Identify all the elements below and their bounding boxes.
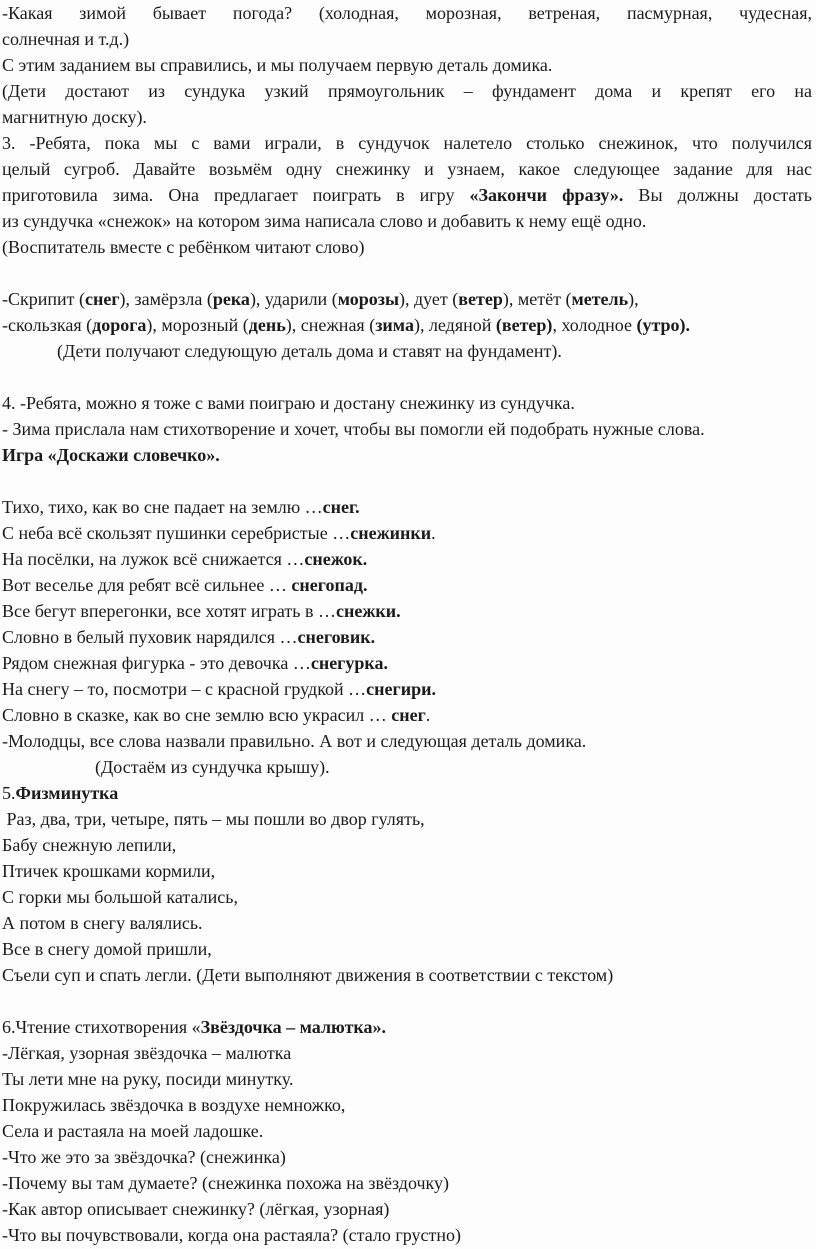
blank-line bbox=[2, 468, 812, 494]
text-line bbox=[2, 858, 812, 884]
text-run: -Скрипит ( bbox=[2, 289, 86, 309]
text-line bbox=[2, 702, 812, 728]
text-line bbox=[2, 494, 812, 520]
text-run: -Почему вы там думаете? (снежинка похожа на звёздочку) bbox=[2, 1173, 450, 1193]
text-line bbox=[2, 234, 812, 260]
text-line bbox=[2, 104, 812, 130]
text-run: -Что вы почувствовали, когда она растаяла? (стало грустно) bbox=[2, 1225, 461, 1245]
text-run: Раз, два, три, четыре, пять – мы пошли во двор гулять, bbox=[2, 809, 425, 829]
bold-text-run: зима bbox=[375, 315, 414, 335]
text-run: ), снежная ( bbox=[285, 315, 376, 335]
text-line bbox=[2, 182, 812, 208]
text-run: Птичек крошками кормили, bbox=[2, 861, 216, 881]
bold-text-run: снежки. bbox=[335, 601, 401, 621]
bold-text-run: Звёздочка – малютка». bbox=[200, 1017, 387, 1037]
text-run: ), bbox=[628, 289, 639, 309]
text-run: солнечная и т.д.) bbox=[2, 29, 130, 49]
text-line bbox=[2, 1118, 812, 1144]
text-run: целый сугроб. Давайте возьмём одну снежинку и узнаем, какое следующее задание для нас bbox=[2, 159, 812, 179]
text-line bbox=[2, 520, 812, 546]
text-run: На снегу – то, посмотри – с красной грудкой … bbox=[2, 679, 367, 699]
text-line bbox=[2, 832, 812, 858]
text-line bbox=[2, 338, 812, 364]
text-run: -скользкая ( bbox=[2, 315, 93, 335]
bold-text-run: снегопад. bbox=[291, 575, 368, 595]
text-run: С этим заданием вы справились, и мы получаем первую деталь домика. bbox=[2, 55, 553, 75]
blank-line bbox=[2, 364, 812, 390]
text-run: С неба всё скользят пушинки серебристые … bbox=[2, 523, 351, 543]
text-run: А потом в снегу валялись. bbox=[2, 913, 203, 933]
text-line bbox=[2, 1066, 812, 1092]
text-line bbox=[2, 806, 812, 832]
text-line bbox=[2, 910, 812, 936]
text-run: -Что же это за звёздочка? (снежинка) bbox=[2, 1147, 286, 1167]
bold-text-run: снежинки bbox=[350, 523, 432, 543]
text-run: 4. -Ребята, можно я тоже с вами поиграю и достану снежинку из сундучка. bbox=[2, 393, 575, 413]
text-line bbox=[2, 650, 812, 676]
text-line bbox=[2, 1144, 812, 1170]
text-run: С горки мы большой катались, bbox=[2, 887, 238, 907]
text-line bbox=[2, 286, 812, 312]
text-run: Словно в белый пуховик нарядился … bbox=[2, 627, 298, 647]
text-run: Ты лети мне на руку, посиди минутку. bbox=[2, 1069, 294, 1089]
text-line bbox=[2, 442, 812, 468]
text-line bbox=[2, 78, 812, 104]
text-line bbox=[2, 208, 812, 234]
bold-text-run: Игра «Доскажи словечко». bbox=[2, 445, 220, 465]
text-line bbox=[2, 546, 812, 572]
bold-text-run: (утро). bbox=[636, 315, 691, 335]
text-line bbox=[2, 416, 812, 442]
blank-line bbox=[2, 988, 812, 1014]
text-run: . bbox=[425, 705, 431, 725]
text-run: , холодное bbox=[552, 315, 637, 335]
text-line bbox=[2, 156, 812, 182]
text-line bbox=[2, 936, 812, 962]
text-run: Все в снегу домой пришли, bbox=[2, 939, 212, 959]
text-run: ), ударили ( bbox=[249, 289, 338, 309]
text-line bbox=[2, 962, 812, 988]
text-run: (Дети достают из сундука узкий прямоугольник – фундамент дома и крепят его на bbox=[2, 81, 812, 101]
text-line bbox=[2, 1092, 812, 1118]
text-run: Словно в сказке, как во сне землю всю украсил … bbox=[2, 705, 392, 725]
text-line bbox=[2, 676, 812, 702]
text-line bbox=[2, 1170, 812, 1196]
bold-text-run: снег bbox=[85, 289, 120, 309]
text-run: ), метёт ( bbox=[502, 289, 572, 309]
text-run: Все бегут вперегонки, все хотят играть в … bbox=[2, 601, 336, 621]
text-line bbox=[2, 624, 812, 650]
text-line bbox=[2, 0, 812, 26]
text-line bbox=[2, 728, 812, 754]
bold-text-run: река bbox=[212, 289, 250, 309]
text-run: магнитную доску). bbox=[2, 107, 147, 127]
bold-text-run: снежок. bbox=[304, 549, 368, 569]
blank-line bbox=[2, 260, 812, 286]
bold-text-run: «Закончи фразу». bbox=[469, 185, 624, 205]
text-line bbox=[2, 754, 812, 780]
text-run: ), замёрзла ( bbox=[119, 289, 213, 309]
text-run: 5. bbox=[2, 783, 16, 803]
text-run: -Лёгкая, узорная звёздочка – малютка bbox=[2, 1043, 292, 1063]
text-run: ), ледяной bbox=[413, 315, 496, 335]
text-run: из сундучка «снежок» на котором зима написала слово и добавить к нему ещё одно. bbox=[2, 211, 647, 231]
text-run: Тихо, тихо, как во сне падает на землю … bbox=[2, 497, 323, 517]
text-line bbox=[2, 52, 812, 78]
text-run: -Как автор описывает снежинку? (лёгкая, узорная) bbox=[2, 1199, 390, 1219]
text-run: Вот веселье для ребят всё сильнее … bbox=[2, 575, 292, 595]
text-run: приготовила зима. Она предлагает поиграть в игру bbox=[2, 185, 470, 205]
text-run: Покружилась звёздочка в воздухе немножко, bbox=[2, 1095, 346, 1115]
text-run: (Достаём из сундучка крышу). bbox=[95, 757, 330, 777]
text-line bbox=[2, 884, 812, 910]
text-run: -Молодцы, все слова назвали правильно. А вот и следующая деталь домика. bbox=[2, 731, 587, 751]
text-run: 6.Чтение стихотворения « bbox=[2, 1017, 201, 1037]
text-run: - Зима прислала нам стихотворение и хочет, чтобы вы помогли ей подобрать нужные слова. bbox=[2, 419, 705, 439]
text-line bbox=[2, 130, 812, 156]
bold-text-run: снегири. bbox=[366, 679, 436, 699]
text-line bbox=[2, 780, 812, 806]
bold-text-run: ветер bbox=[458, 289, 503, 309]
text-line bbox=[2, 312, 812, 338]
text-run: Рядом снежная фигурка - это девочка … bbox=[2, 653, 311, 673]
bold-text-run: снег bbox=[391, 705, 426, 725]
text-run: Съели суп и спать легли. (Дети выполняют движения в соответствии с текстом) bbox=[2, 965, 614, 985]
text-run: ), морозный ( bbox=[146, 315, 249, 335]
text-run: 3. -Ребята, пока мы с вами играли, в сундучок налетело столько снежинок, что получился bbox=[2, 133, 812, 153]
text-line bbox=[2, 598, 812, 624]
text-line bbox=[2, 390, 812, 416]
bold-text-run: Физминутка bbox=[15, 783, 119, 803]
text-line bbox=[2, 26, 812, 52]
text-line bbox=[2, 1196, 812, 1222]
text-run: ), дует ( bbox=[399, 289, 459, 309]
bold-text-run: метель bbox=[571, 289, 629, 309]
text-run: Бабу снежную лепили, bbox=[2, 835, 177, 855]
text-line bbox=[2, 1014, 812, 1040]
text-run: . bbox=[431, 523, 436, 543]
bold-text-run: снег. bbox=[322, 497, 360, 517]
bold-text-run: снегурка. bbox=[310, 653, 388, 673]
bold-text-run: снеговик. bbox=[297, 627, 376, 647]
text-run: (Воспитатель вместе с ребёнком читают слово) bbox=[2, 237, 365, 257]
bold-text-run: дорога bbox=[92, 315, 147, 335]
text-run: -Какая зимой бывает погода? (холодная, морозная, ветреная, пасмурная, чудесная, bbox=[2, 3, 812, 23]
text-line bbox=[2, 1040, 812, 1066]
bold-text-run: день bbox=[248, 315, 286, 335]
text-line bbox=[2, 1222, 812, 1248]
bold-text-run: (ветер) bbox=[495, 315, 553, 335]
text-line bbox=[2, 572, 812, 598]
text-run: Вы должны достать bbox=[623, 185, 813, 205]
text-run: (Дети получают следующую деталь дома и ставят на фундамент). bbox=[57, 341, 562, 361]
text-run: На посёлки, на лужок всё снижается … bbox=[2, 549, 305, 569]
bold-text-run: морозы bbox=[337, 289, 400, 309]
text-run: Села и растаяла на моей ладошке. bbox=[2, 1121, 264, 1141]
